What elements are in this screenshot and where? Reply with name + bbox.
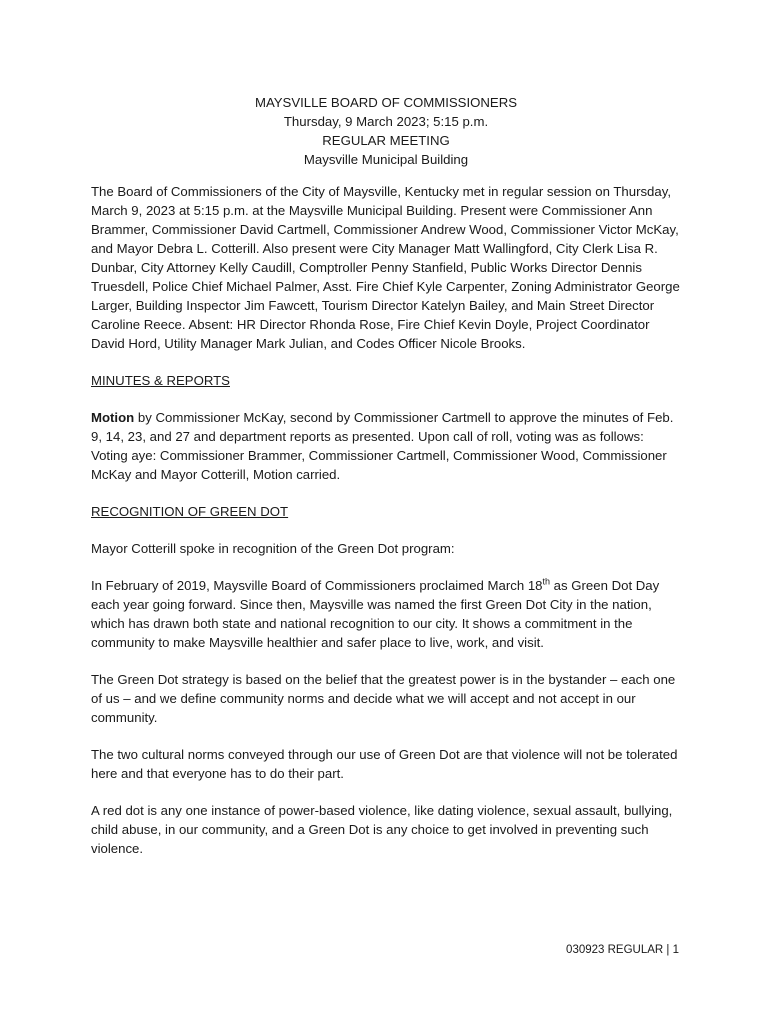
document-body [91, 93, 681, 876]
page-footer: 030923 REGULAR | 1 [566, 944, 679, 956]
minutes-motion-paragraph [91, 408, 681, 484]
green-dot-paragraph-2: The Green Dot strategy is based on the belief that the greatest power is in the bystander – each one of us – and we define community norms and decide what we will accept and not accept in our community. [91, 672, 676, 725]
green-dot-paragraph-1 [91, 576, 681, 652]
meeting-location: Maysville Municipal Building [303, 152, 469, 167]
green-dot-paragraph-3: The two cultural norms conveyed through our use of Green Dot are that violence will not be tolerated here and that everyone has to do their part. [91, 747, 678, 781]
p1-superscript: th [542, 576, 551, 587]
green-dot-paragraph-4: A red dot is any one instance of power-based violence, like dating violence, sexual assault, bullying, child abuse, in our community, and a Green Dot is any choice to get involved in preventing such violence. [91, 803, 673, 856]
meeting-type: REGULAR MEETING [322, 133, 450, 148]
meeting-header [91, 93, 681, 169]
green-dot-intro: Mayor Cotterill spoke in recognition of the Green Dot program: [91, 541, 455, 556]
minutes-heading: MINUTES & REPORTS [91, 373, 230, 388]
green-dot-heading: RECOGNITION OF GREEN DOT [91, 504, 289, 519]
p1-after: as Green Dot Day each year going forward. Since then, Maysville was named the first Green Dot City in the nation, which has drawn both state and national recognition to our city. It shows a commitment in the community to make Maysville healthier and safer place to live, work, and visit. [91, 578, 660, 650]
p1-before: In February of 2019, Maysville Board of Commissioners proclaimed March 18 [91, 578, 543, 593]
motion-text: by Commissioner McKay, second by Commissioner Cartmell to approve the minutes of Feb. 9, 14, 23, and 27 and department reports as presented. Upon call of roll, voting was as follows: Voting aye: Commissioner Brammer, Commissioner Cartmell, Commissioner Wood, Commissioner McKay and Mayor Cotterill, Motion carried. [91, 410, 674, 482]
attendance-paragraph: The Board of Commissioners of the City of Maysville, Kentucky met in regular session on Thursday, March 9, 2023 at 5:15 p.m. at the Maysville Municipal Building. Present were Commissioner Ann Brammer, Commissioner David Cartmell, Commissioner Andrew Wood, Commissioner Victor McKay, and Mayor Debra L. Cotterill. Also present were City Manager Matt Wallingford, City Clerk Lisa R. Dunbar, City Attorney Kelly Caudill, Comptroller Penny Stanfield, Public Works Director Dennis Truesdell, Police Chief Michael Palmer, Asst. Fire Chief Kyle Carpenter, Zoning Administrator George Larger, Building Inspector Jim Fawcett, Tourism Director Katelyn Bailey, and Main Street Director Caroline Reece. Absent: HR Director Rhonda Rose, Fire Chief Kevin Doyle, Project Coordinator David Hord, Utility Manager Mark Julian, and Codes Officer Nicole Brooks. [91, 184, 680, 351]
motion-label: Motion [91, 410, 135, 425]
meeting-date: Thursday, 9 March 2023; 5:15 p.m. [283, 114, 489, 129]
board-title: MAYSVILLE BOARD OF COMMISSIONERS [254, 95, 518, 110]
